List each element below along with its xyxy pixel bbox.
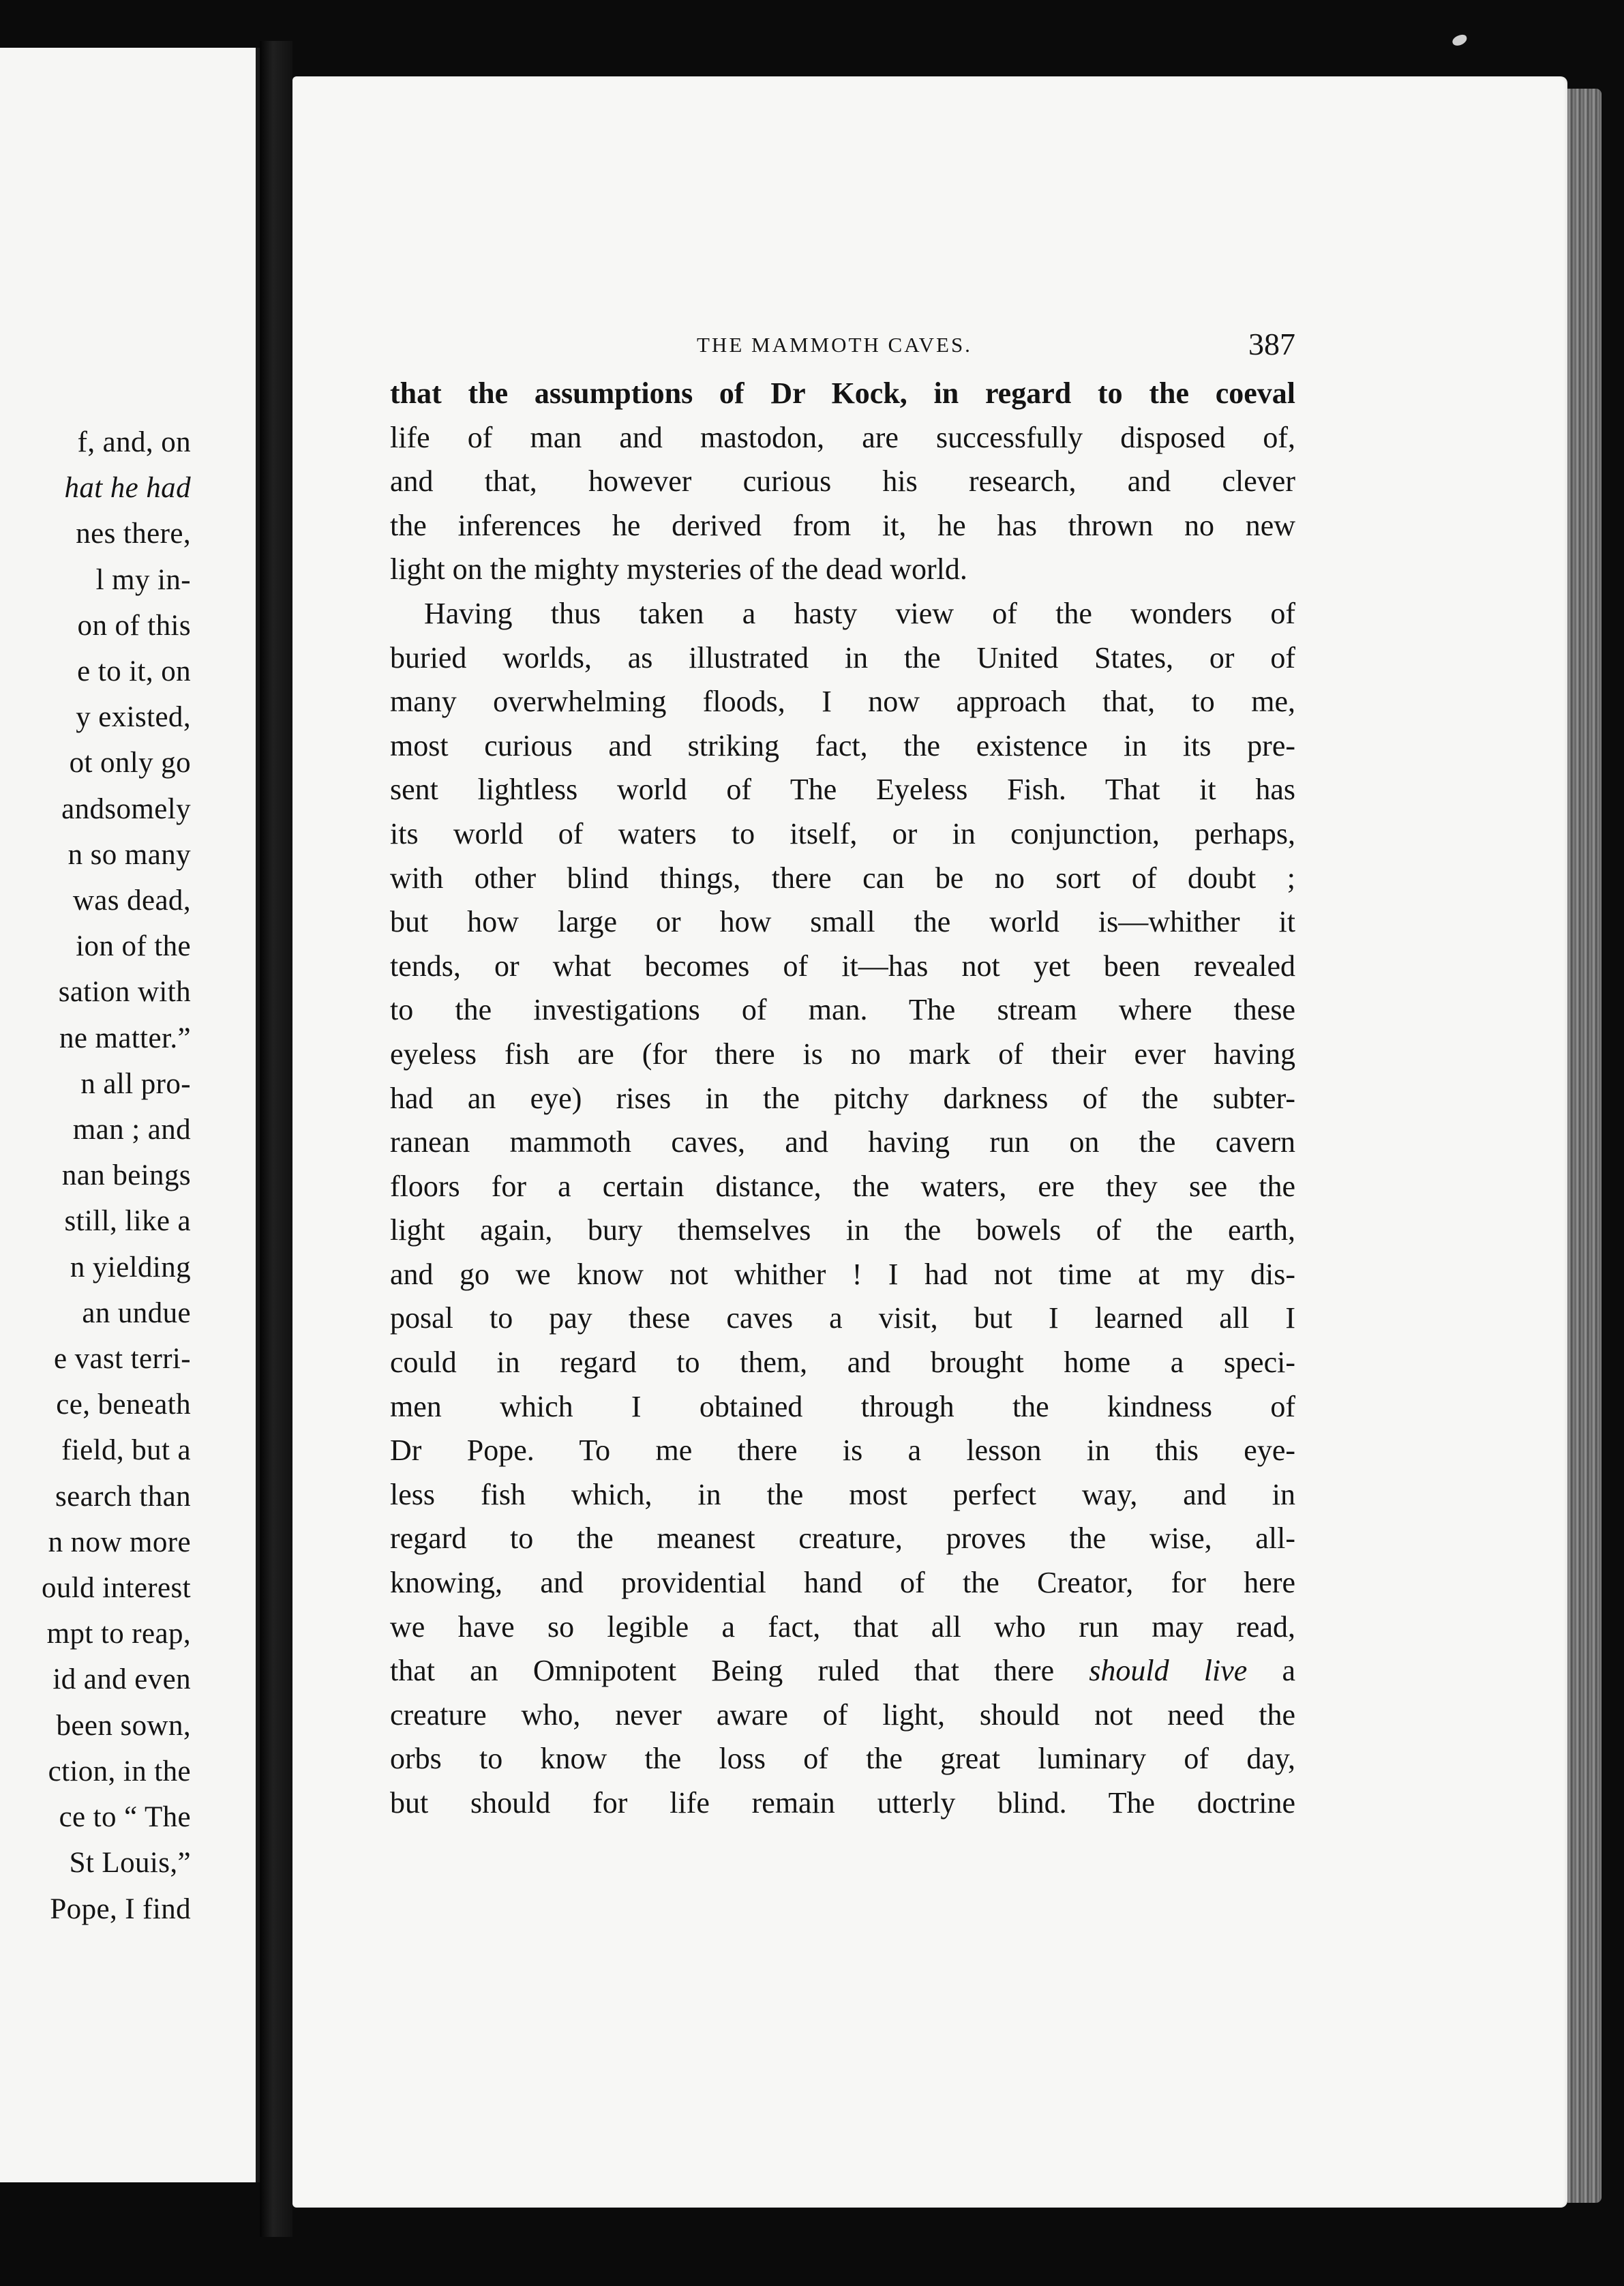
paragraph-end-line: light on the mighty mysteries of the dead world. <box>390 552 967 587</box>
left-line: ne matter.” <box>59 1022 191 1054</box>
left-line: hat he had <box>64 472 191 505</box>
text-line: the inferences he derived from it, he has thrown no new <box>390 508 1295 542</box>
left-line: field, but a <box>61 1434 191 1467</box>
left-line: ot only go <box>69 747 191 780</box>
text-line: light again, bury themselves in the bowels of the earth, <box>390 1213 1295 1247</box>
left-page <box>0 48 260 2182</box>
text-line: we have so legible a fact, that all who run may read, <box>390 1609 1295 1644</box>
left-line: y existed, <box>76 701 191 734</box>
book-gutter <box>260 41 292 2237</box>
paragraph-start-line: Having thus taken a hasty view of the wonders of <box>424 596 1295 630</box>
text-line: buried worlds, as illustrated in the United States, or of <box>390 640 1295 674</box>
left-line: sation with <box>58 976 191 1009</box>
text-line: and that, however curious his research, and clever <box>390 464 1295 499</box>
text-line: ranean mammoth caves, and having run on the cavern <box>390 1125 1295 1159</box>
left-line: ce to “ The <box>59 1801 191 1834</box>
text-line: eyeless fish are (for there is no mark of their ever having <box>390 1037 1295 1071</box>
text-line: tends, or what becomes of it—has not yet been revealed <box>390 949 1295 983</box>
text-line: sent lightless world of The Eyeless Fish. That it has <box>390 773 1295 807</box>
text-line: floors for a certain distance, the waters, ere they see the <box>390 1169 1295 1203</box>
left-line: ould interest <box>42 1572 191 1605</box>
scan-border <box>1602 89 1624 2203</box>
text-line-with-italic <box>390 1649 1295 1693</box>
left-line: n all pro- <box>80 1067 191 1100</box>
text-segment: a <box>1282 1654 1296 1688</box>
text-line: that the assumptions of Dr Kock, in regard to the coeval <box>390 376 1295 410</box>
text-line: orbs to know the loss of the great luminary of day, <box>390 1742 1295 1776</box>
left-line: nes there, <box>76 518 191 550</box>
left-line: n so many <box>67 838 191 871</box>
body-text <box>390 372 1295 1826</box>
text-line: and go we know not whither ! I had not time at my dis- <box>390 1257 1295 1291</box>
left-line: ion of the <box>76 930 191 963</box>
text-line: less fish which, in the most perfect way, and in <box>390 1477 1295 1511</box>
running-head: THE MAMMOTH CAVES. <box>697 333 972 357</box>
text-line: but how large or how small the world is—whither it <box>390 905 1295 939</box>
text-line: to the investigations of man. The stream where these <box>390 993 1295 1027</box>
text-line: many overwhelming floods, I now approach that, to me, <box>390 685 1295 719</box>
text-line: had an eye) rises in the pitchy darkness of the subter- <box>390 1081 1295 1115</box>
text-line: its world of waters to itself, or in conjunction, perhaps, <box>390 816 1295 850</box>
left-line: f, and, on <box>77 426 191 458</box>
left-line: search than <box>55 1480 191 1513</box>
left-line: e to it, on <box>77 655 191 688</box>
left-line: mpt to reap, <box>46 1618 191 1650</box>
text-line: regard to the meanest creature, proves the wise, all- <box>390 1521 1295 1556</box>
italic-phrase: should live <box>1089 1654 1248 1688</box>
left-line: nan beings <box>61 1159 191 1192</box>
left-line: id and even <box>52 1663 191 1696</box>
text-line: most curious and striking fact, the existence in its pre- <box>390 728 1295 762</box>
left-line: ction, in the <box>48 1755 191 1787</box>
text-line: creature who, never aware of light, should not need the <box>390 1697 1295 1732</box>
text-segment: that an Omnipotent Being ruled that there <box>390 1654 1055 1688</box>
dust-speck <box>1451 33 1468 48</box>
page-edges <box>1567 89 1602 2203</box>
page-header <box>390 326 1295 367</box>
left-page-text <box>42 419 191 1932</box>
text-line: with other blind things, there can be no sort of doubt ; <box>390 861 1295 895</box>
left-line: n now more <box>48 1526 191 1558</box>
left-line: on of this <box>77 609 191 642</box>
left-line: andsomely <box>61 792 191 825</box>
left-line: l my in- <box>95 563 191 596</box>
text-line: but should for life remain utterly blind. The doctrine <box>390 1786 1295 1820</box>
left-line: was dead, <box>72 885 191 917</box>
left-line: an undue <box>82 1296 191 1329</box>
left-line: St Louis,” <box>69 1847 191 1880</box>
left-line: e vast terri- <box>54 1343 191 1376</box>
left-line: been sown, <box>56 1709 191 1742</box>
text-line: posal to pay these caves a visit, but I learned all I <box>390 1301 1295 1335</box>
page-number: 387 <box>1248 327 1295 361</box>
text-line: knowing, and providential hand of the Creator, for here <box>390 1566 1295 1600</box>
left-line: Pope, I find <box>50 1892 191 1925</box>
left-line: man ; and <box>72 1114 191 1146</box>
text-line: life of man and mastodon, are successfully disposed of, <box>390 420 1295 454</box>
left-line: n yielding <box>70 1251 191 1283</box>
left-line: still, like a <box>64 1205 191 1238</box>
text-line: could in regard to them, and brought home a speci- <box>390 1346 1295 1380</box>
text-line: men which I obtained through the kindness of <box>390 1389 1295 1423</box>
text-line: Dr Pope. To me there is a lesson in this eye- <box>390 1434 1295 1468</box>
left-line: ce, beneath <box>56 1389 191 1421</box>
